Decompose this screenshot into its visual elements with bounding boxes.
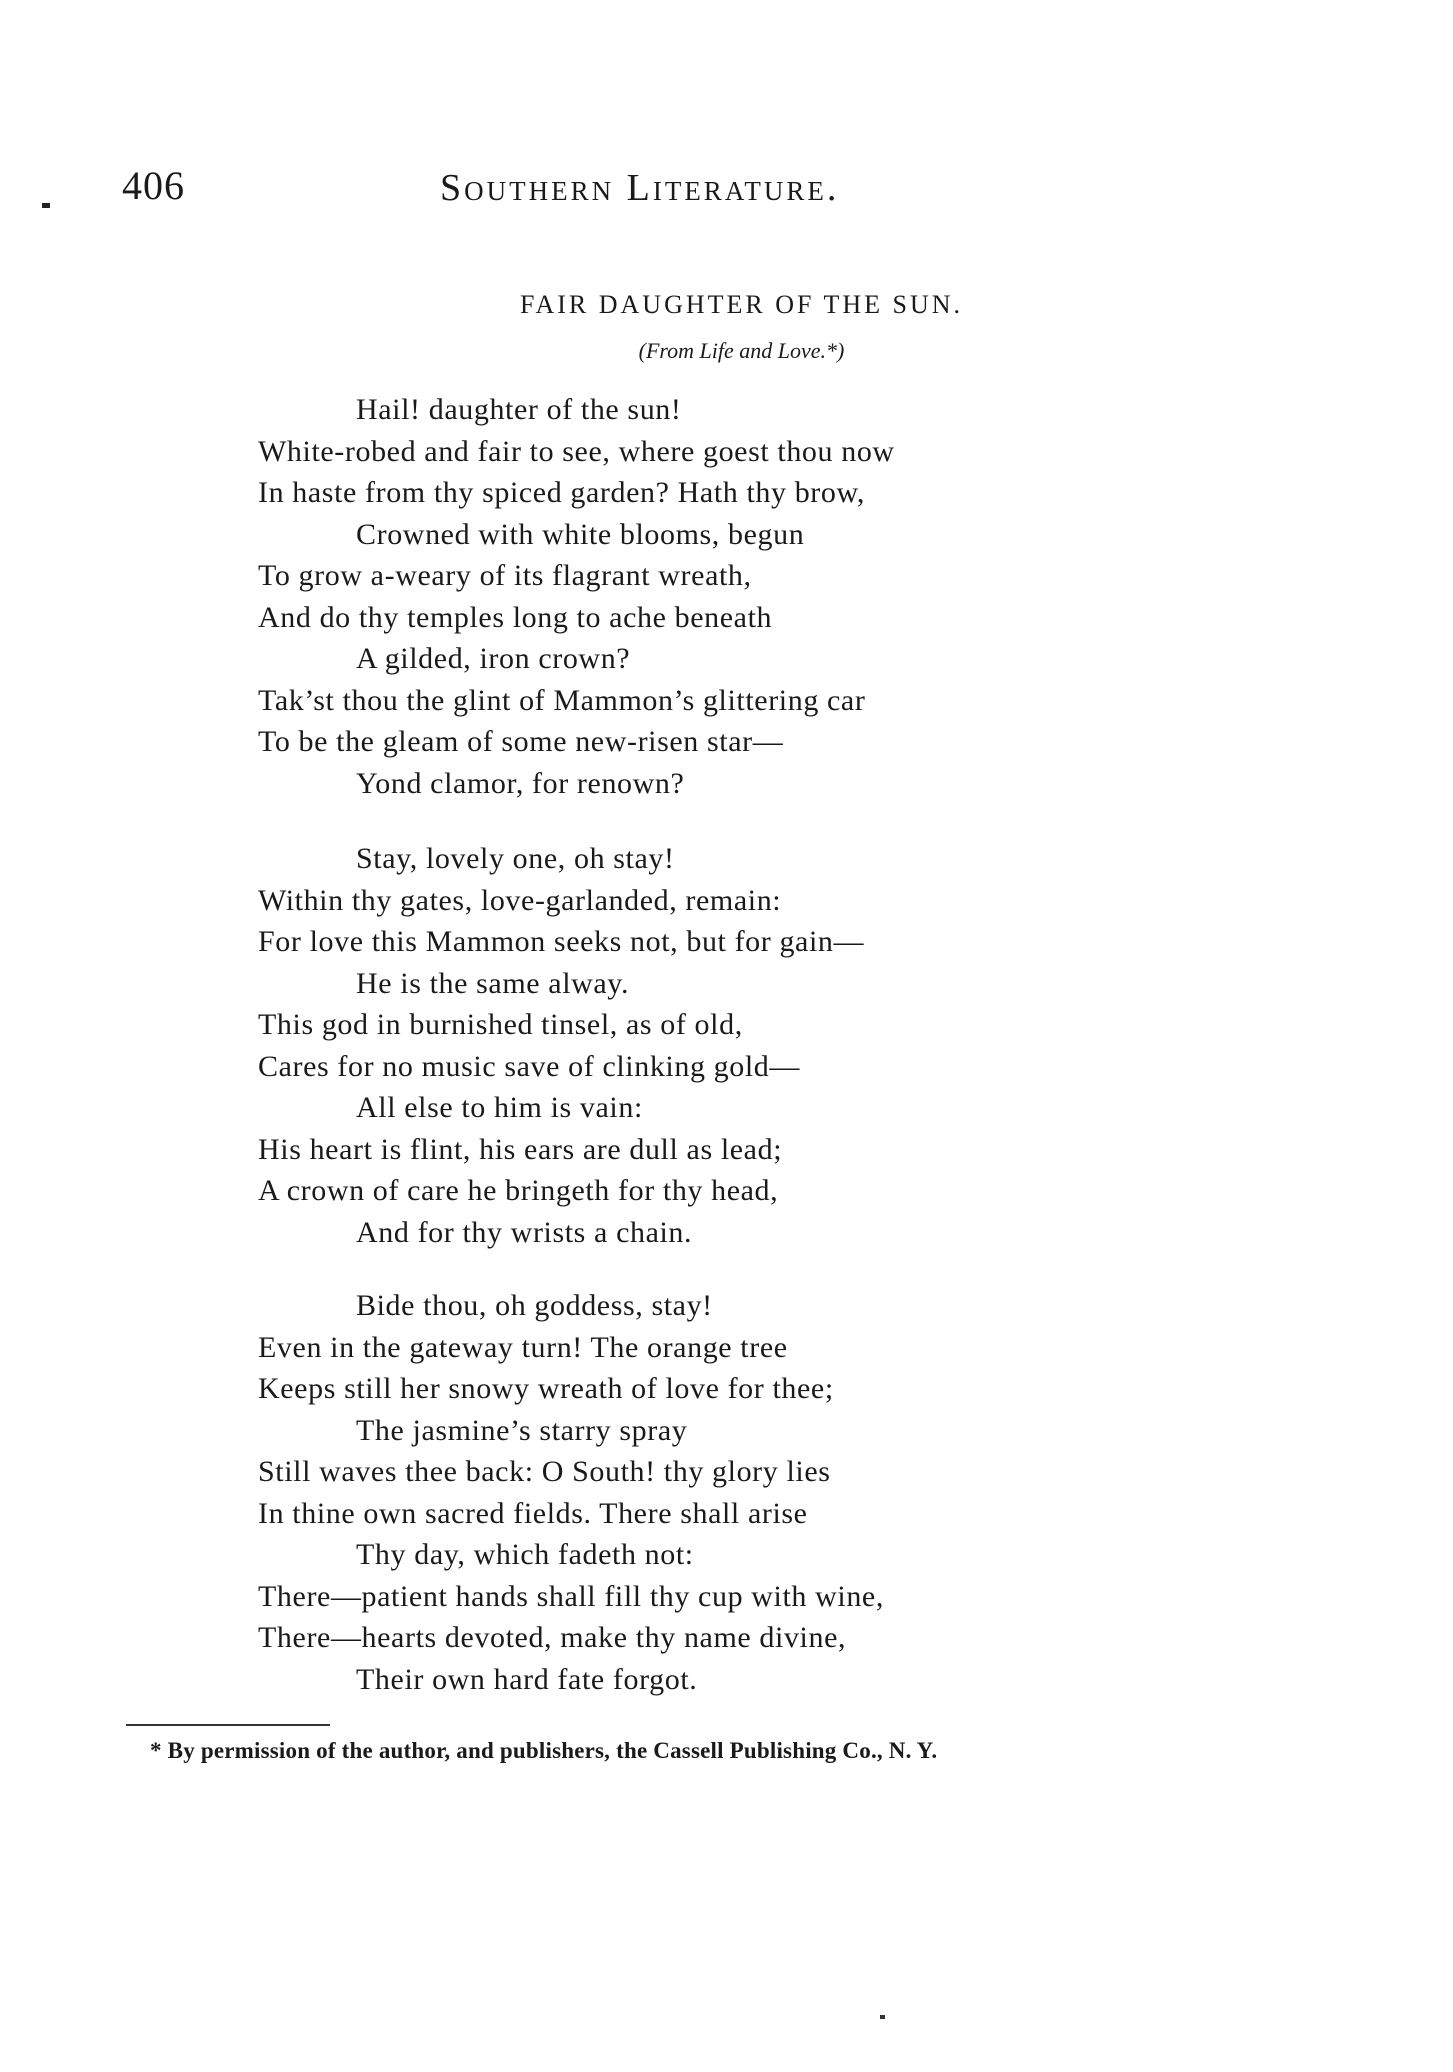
poem-line: There—hearts devoted, make thy name divine, — [258, 1621, 847, 1654]
poem-line: Cares for no music save of clinking gold— — [258, 1049, 800, 1083]
poem-line: Stay, lovely one, oh stay! — [356, 842, 675, 875]
poem-line: Within thy gates, love-garlanded, remain: — [258, 883, 782, 917]
poem-line: Their own hard fate forgot. — [356, 1662, 698, 1696]
stanza-1 — [258, 389, 1158, 804]
poem-line: To be the gleam of some new-risen star— — [258, 725, 784, 758]
poem-title: FAIR DAUGHTER OF THE SUN. — [519, 290, 964, 319]
poem-line: Yond clamor, for renown? — [356, 766, 685, 800]
poem-line: Keeps still her snowy wreath of love for thee; — [258, 1372, 834, 1405]
poem-line: To grow a-weary of its flagrant wreath, — [258, 559, 752, 592]
poem-line: Hail! daughter of the sun! — [356, 393, 682, 426]
poem-line: A gilded, iron crown? — [356, 642, 631, 675]
poem-line: And for thy wrists a chain. — [356, 1215, 693, 1249]
page-number: 406 — [122, 163, 185, 208]
poem-line: A crown of care he bringeth for thy head, — [258, 1174, 779, 1207]
running-head — [0, 162, 1453, 212]
bottom-mark — [880, 2015, 885, 2019]
poem-line: And do thy temples long to ache beneath — [258, 600, 773, 634]
poem-line: Even in the gateway turn! The orange tree — [258, 1330, 788, 1364]
stanza-2 — [258, 838, 1158, 1253]
poem-line: Crowned with white blooms, begun — [356, 517, 805, 551]
stanza-3 — [258, 1285, 1158, 1700]
poem-source: (From Life and Love.*) — [638, 338, 845, 363]
poem-line: All else to him is vain: — [356, 1091, 643, 1124]
footnote-rule — [126, 1724, 330, 1726]
poem-line: Still waves thee back: O South! thy glory lies — [258, 1455, 831, 1488]
poem-line: There—patient hands shall fill thy cup with wine, — [258, 1579, 884, 1613]
poem-line: He is the same alway. — [356, 966, 630, 1000]
poem-line: In thine own sacred fields. There shall arise — [258, 1496, 808, 1530]
poem-line: Tak’st thou the glint of Mammon’s glittering car — [258, 683, 866, 717]
poem-line: White-robed and fair to see, where goest thou now — [258, 434, 895, 468]
poem-line: Bide thou, oh goddess, stay! — [356, 1289, 713, 1322]
poem-line: The jasmine’s starry spray — [356, 1413, 688, 1447]
running-title: Southern Literature. — [440, 167, 840, 209]
poem-line: For love this Mammon seeks not, but for gain— — [258, 925, 865, 958]
poem-line: In haste from thy spiced garden? Hath thy brow, — [258, 476, 865, 509]
poem-line: His heart is flint, his ears are dull as lead; — [258, 1132, 783, 1166]
poem-line: This god in burnished tinsel, as of old, — [258, 1008, 743, 1041]
footnote: * By permission of the author, and publishers, the Cassell Publishing Co., N. Y. — [150, 1738, 938, 1763]
poem-line: Thy day, which fadeth not: — [356, 1538, 694, 1571]
